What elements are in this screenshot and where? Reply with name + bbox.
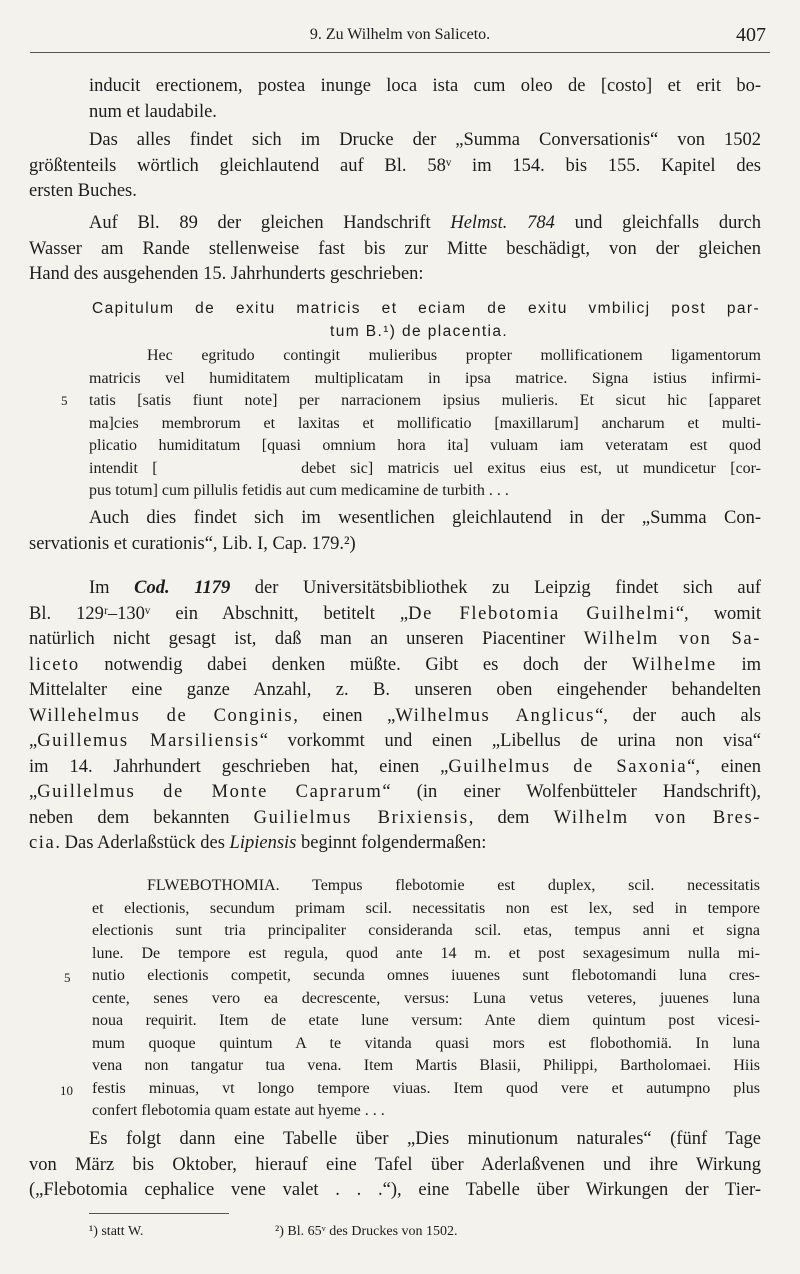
text-line: natürlich nicht gesagt ist, daß man an unseren Piacentiner Wilhelm von Sa-	[29, 629, 761, 649]
header-rule	[30, 52, 770, 53]
text-line: inducit erectionem, postea inunge loca ista cum oleo de [costo] et erit bo-	[89, 76, 761, 96]
text-line: größtenteils wörtlich gleichlautend auf Bl. 58ᵛ im 154. bis 155. Kapitel des	[29, 155, 761, 176]
text-line: von März bis Oktober, hierauf eine Tafel über Aderlaßvenen und ihre Wirkung	[29, 1154, 761, 1175]
text-line: Wasser am Rande stellenweise fast bis zur Mitte beschädigt, von der gleichen	[29, 238, 761, 259]
text-line: nutio electionis competit, secunda omnes iuuenes sunt flebotomandi luna cres-	[92, 967, 760, 984]
text-line: servationis et curationis“, Lib. I, Cap. 179.²)	[29, 533, 356, 554]
running-header	[30, 22, 770, 52]
quotation-1	[61, 345, 761, 503]
text-line: Im Cod. 1179 der Universitätsbibliothek zu Leipzig findet sich auf	[89, 578, 761, 598]
text-line: Hec egritudo contingit mulieribus propter mollificationem ligamentorum	[147, 347, 761, 364]
text-line: vena non tangatur tua vena. Item Martis Blasii, Philippi, Bartholomaei. Hiis	[92, 1057, 760, 1074]
text-line: neben dem bekannten Guilielmus Brixiensis, dem Wilhelm von Bres-	[29, 807, 762, 828]
text-line: Es folgt dann eine Tabelle über „Dies minutionum naturales“ (fünf Tage	[89, 1129, 761, 1149]
text-line: FLWEBOTHOMIA. Tempus flebotomie est duplex, scil. necessitatis	[147, 877, 760, 894]
text-line: cia. Das Aderlaßstück des Lipiensis beginnt folgendermaßen:	[29, 833, 487, 853]
running-title: 9. Zu Wilhelm von Saliceto.	[309, 26, 491, 43]
text-line: intendit [ debet sic] matricis uel exitus eius est, ut mundicetur [cor-	[89, 459, 761, 477]
text-line: Hand des ausgehenden 15. Jahrhunderts geschrieben:	[29, 264, 424, 284]
text-line: confert flebotomia quam estate aut hyeme . . .	[92, 1102, 385, 1119]
text-line: liceto notwendig dabei denken müßte. Gibt es doch der Wilhelme im	[29, 654, 761, 675]
text-line: Auch dies findet sich im wesentlichen gleichlautend in der „Summa Con-	[89, 508, 761, 528]
text-line: „Guillemus Marsiliensis“ vorkommt und einen „Libellus de urina non visa“	[29, 731, 761, 751]
paragraph-6	[29, 1127, 761, 1204]
text-line: Das alles findet sich im Drucke der „Summa Conversationis“ von 1502	[89, 130, 761, 150]
text-line: plicatio humiditatum [quasi omnium hora ita] vuluam iam veteratam est quod	[89, 437, 761, 454]
text-line: lune. De tempore est regula, quod ante 14 m. et post sexagesimum nulla mi-	[92, 944, 760, 962]
paragraph-3	[29, 211, 761, 288]
text-line: mum quoque quintum A te vitanda quasi mors est flobothomiä. In luna	[92, 1034, 760, 1052]
shelfmark: Helmst. 784	[450, 213, 555, 233]
chapter-title	[92, 297, 760, 343]
paragraph-1	[89, 74, 761, 125]
manuscript-name: Lipiensis	[229, 833, 297, 853]
text-line: et electionis, secundum primam scil. necessitatis non est lex, sed in tempore	[92, 899, 760, 917]
text-line: ma]cies membrorum et laxitas et mollificatio [maxillarum] ancharum et multi-	[89, 414, 761, 432]
page-number: 407	[736, 24, 766, 46]
text-line: Capitulum de exitu matricis et eciam de exitu vmbilicj post par-	[92, 300, 760, 317]
text-line: Mittelalter eine ganze Anzahl, z. B. unseren oben eingehender behandelten	[29, 680, 761, 700]
text-line: num et laudabile.	[89, 101, 217, 122]
text-line: „Guillelmus de Monte Caprarum“ (in einer Wolfenbütteler Handschrift),	[29, 782, 761, 802]
text-line: cente, senes vero ea decrescente, versus: Luna vetus veteres, juuenes luna	[92, 989, 760, 1007]
text-line: matricis vel humiditatem multiplicatam in ipsa matrice. Signa istius infirmi-	[89, 369, 761, 387]
footnote-2: ²) Bl. 65ᵛ des Druckes von 1502.	[275, 1224, 458, 1239]
footnote-1: ¹) statt W.	[89, 1224, 144, 1239]
text-line: Willehelmus de Conginis, einen „Wilhelmus Anglicus“, der auch als	[29, 705, 761, 726]
paragraph-5	[29, 576, 761, 857]
quotation-2	[60, 875, 760, 1123]
paragraph-4	[29, 506, 761, 557]
paragraph-2	[29, 128, 761, 205]
text-line: electionis sunt tria principaliter consideranda scil. etas, tempus anni et signa	[92, 922, 760, 939]
text-line: pus totum] cum pillulis fetidis aut cum medicamine de turbith . . .	[89, 482, 509, 499]
text-line: tatis [satis fiunt note] per narracionem ipsius mulieris. Et sicut hic [apparet	[89, 392, 761, 409]
text-line: tum B.¹) de placentia.	[330, 323, 509, 340]
line-number: 5	[61, 393, 68, 408]
text-line: noua requirit. Item de etate lune versum: Ante diem quintum post vicesi-	[92, 1012, 760, 1029]
text-line: festis minuas, vt longo tempore viuas. Item quod vere et autumpno plus	[92, 1079, 760, 1097]
text-line: ersten Buches.	[29, 181, 137, 201]
text-line: im 14. Jahrhundert geschrieben hat, einen „Guilhelmus de Saxonia“, einen	[29, 756, 761, 777]
line-number: 5	[64, 970, 71, 985]
codex-reference: Cod. 1179	[134, 578, 231, 598]
text-line: Auf Bl. 89 der gleichen Handschrift Helmst. 784 und gleichfalls durch	[89, 213, 761, 233]
text-line: Bl. 129ʳ–130ᵛ ein Abschnitt, betitelt „De Flebotomia Guilhelmi“, womit	[29, 603, 761, 624]
footnote-rule	[89, 1213, 229, 1214]
text-line: („Flebotomia cephalice vene valet . . .“), eine Tabelle über Wirkungen der Tier-	[29, 1180, 761, 1200]
line-number: 10	[60, 1083, 73, 1098]
